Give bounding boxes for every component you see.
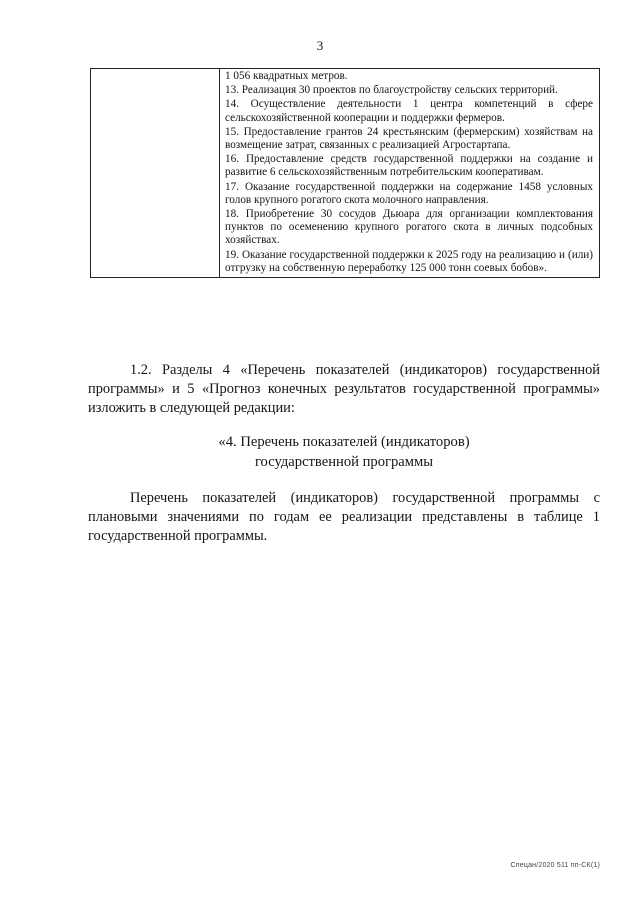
table-row xyxy=(91,69,600,278)
section-heading xyxy=(88,432,600,472)
section-body-paragraph: Перечень показателей (индикаторов) государственной программы с плановыми значениями по годам ее реализации представлены в таблице 1 государственной программы. xyxy=(88,490,600,544)
table-empty-cell xyxy=(91,69,220,278)
document-footer-code: Спецан/2020 511 пп-СК(1) xyxy=(510,862,600,869)
list-item: 13. Реализация 30 проектов по благоустройству сельских территорий. xyxy=(225,84,558,97)
list-item: 14. Осуществление деятельности 1 центра компетенций в сфере сельскохозяйственной кооперации и поддержки фермеров. xyxy=(225,98,593,124)
list-item: 19. Оказание государственной поддержки к 2025 году на реализацию и (или) отгрузку на собственную переработку 125 000 тонн соевых бобов». xyxy=(225,248,593,274)
list-item: 17. Оказание государственной поддержки на содержание 1458 условных голов крупного рогатого скота молочного направления. xyxy=(225,180,593,206)
program-items-table xyxy=(90,68,600,278)
section-heading-line-2: государственной программы xyxy=(254,454,434,470)
page-number: 3 xyxy=(316,38,324,53)
list-item: 1 056 квадратных метров. xyxy=(225,70,348,82)
list-item: 15. Предоставление грантов 24 крестьянским (фермерским) хозяйствам на возмещение затрат, связанных с реализацией Агростартапа. xyxy=(225,125,593,152)
list-item: 18. Приобретение 30 сосудов Дьюара для организации комплектования пунктов по осеменению крупного рогатого скота в личных подсобных хозяйствах. xyxy=(225,208,593,247)
amendment-paragraph: 1.2. Разделы 4 «Перечень показателей (индикаторов) государственной программы» и 5 «Прогноз конечных результатов государственной программы» изложить в следующей редакции: xyxy=(88,362,600,416)
list-item: 16. Предоставление средств государственной поддержки на создание и развитие 6 сельскохозяйственным потребительским кооперативам. xyxy=(225,153,593,179)
section-heading-line-1: «4. Перечень показателей (индикаторов) xyxy=(218,434,470,450)
table-content-cell xyxy=(220,69,600,278)
